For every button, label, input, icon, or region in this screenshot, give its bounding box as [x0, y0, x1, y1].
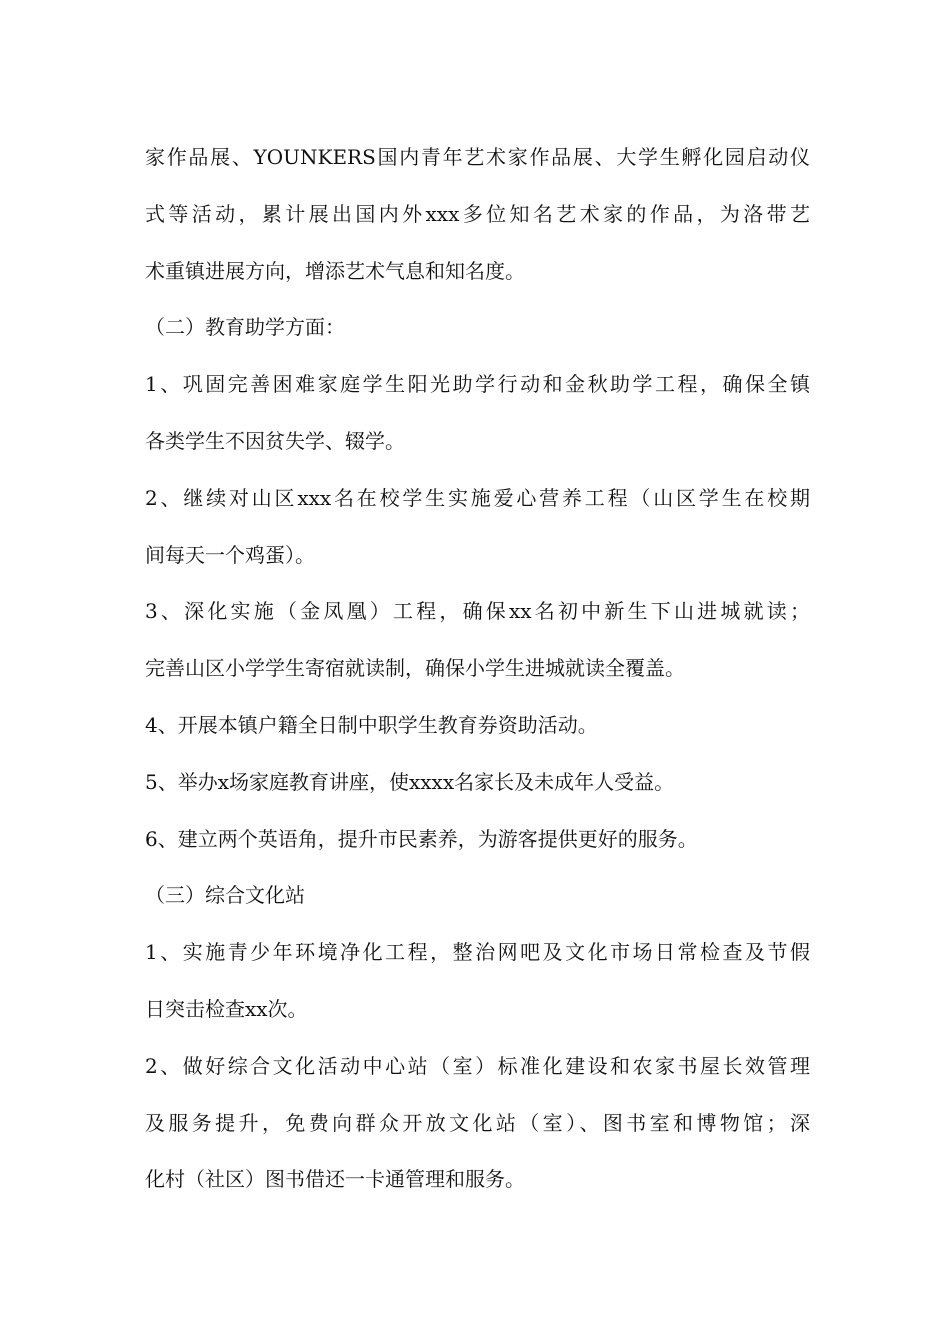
- section-heading: （二）教育助学方面：: [145, 315, 345, 340]
- section-heading: （三）综合文化站: [145, 883, 305, 908]
- list-item-line: 1、巩固完善困难家庭学生阳光助学行动和金秋助学工程，确保全镇: [145, 372, 810, 397]
- list-item-line: 各类学生不因贫失学、辍学。: [145, 428, 405, 453]
- list-item-line: 完善山区小学学生寄宿就读制，确保小学生进城就读全覆盖。: [145, 656, 685, 681]
- list-item-line: 3、深化实施（金凤凰）工程，确保xx名初中新生下山进城就读；: [145, 599, 810, 624]
- paragraph-line: 式等活动，累计展出国内外xxx多位知名艺术家的作品，为洛带艺: [145, 201, 810, 226]
- paragraph-line: 术重镇进展方向，增添艺术气息和知名度。: [145, 258, 525, 283]
- list-item-line: 1、实施青少年环境净化工程，整治网吧及文化市场日常检查及节假: [145, 940, 810, 965]
- list-item-line: 2、继续对山区xxx名在校学生实施爱心营养工程（山区学生在校期: [145, 485, 810, 510]
- list-item-line: 及服务提升，免费向群众开放文化站（室）、图书室和博物馆；深: [145, 1110, 810, 1135]
- list-item-line: 6、建立两个英语角，提升市民素养，为游客提供更好的服务。: [145, 826, 698, 851]
- paragraph-line: 家作品展、YOUNKERS国内青年艺术家作品展、大学生孵化园启动仪: [145, 145, 810, 169]
- list-item-line: 5、举办x场家庭教育讲座，使xxxx名家长及未成年人受益。: [145, 769, 675, 794]
- list-item-line: 2、做好综合文化活动中心站（室）标准化建设和农家书屋长效管理: [145, 1053, 810, 1078]
- list-item-line: 化村（社区）图书借还一卡通管理和服务。: [145, 1167, 525, 1192]
- list-item-line: 日突击检查xx次。: [145, 996, 308, 1021]
- list-item-line: 间每天一个鸡蛋）。: [145, 542, 315, 567]
- list-item-line: 4、开展本镇户籍全日制中职学生教育券资助活动。: [145, 712, 598, 737]
- document-body: [145, 129, 810, 1208]
